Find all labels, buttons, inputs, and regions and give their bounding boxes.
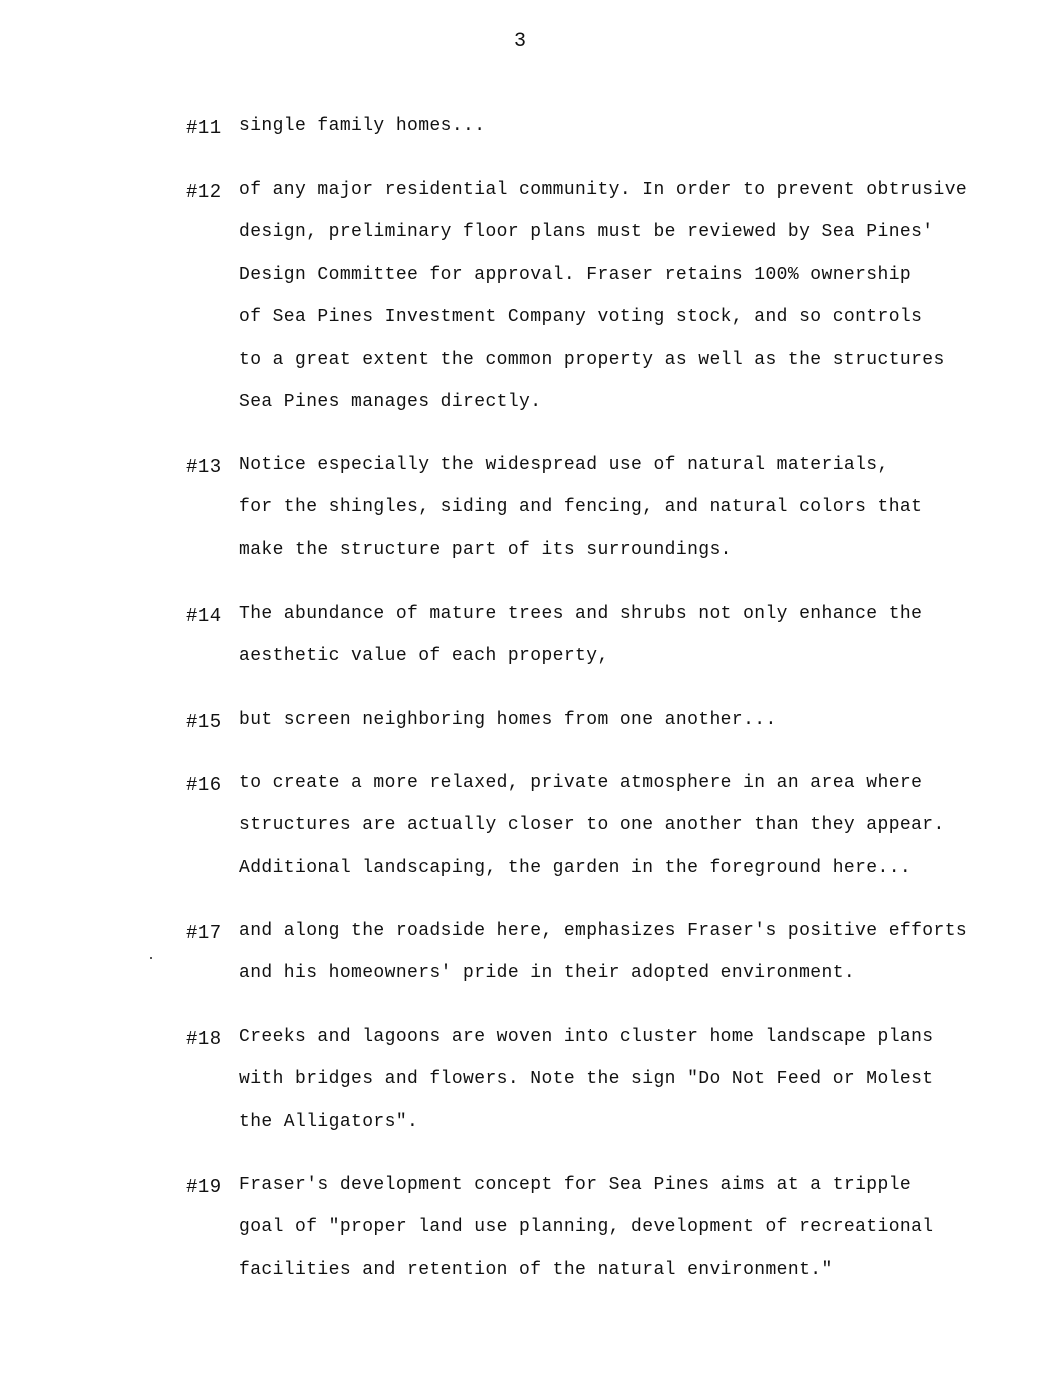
text-line: aesthetic value of each property, (239, 646, 609, 667)
text-line: of Sea Pines Investment Company voting stock, and so controls (239, 307, 923, 328)
entry-text (239, 762, 1019, 889)
text-line: structures are actually closer to one another than they appear. (239, 815, 945, 836)
text-line: Design Committee for approval. Fraser retains 100% ownership (239, 264, 912, 285)
entry-number: #16 (186, 774, 222, 796)
entry-number: #17 (186, 922, 222, 944)
entry-text (239, 169, 1019, 423)
entry-text (239, 444, 1019, 571)
text-line: and along the roadside here, emphasizes Fraser's positive efforts (239, 921, 968, 941)
text-line: the Alligators". (239, 1111, 419, 1132)
text-line: Additional landscaping, the garden in the foreground here... (239, 857, 912, 878)
entry-text (239, 593, 1019, 678)
text-line: for the shingles, siding and fencing, and natural colors that (239, 497, 923, 518)
entry-text (239, 1016, 1019, 1143)
text-line: single family homes... (239, 116, 486, 136)
text-line: to create a more relaxed, private atmosphere in an area where (239, 773, 923, 793)
text-line: The abundance of mature trees and shrubs not only enhance the (239, 604, 923, 624)
text-line: but screen neighboring homes from one another... (239, 710, 777, 730)
entry-number: #14 (186, 605, 222, 627)
page-number: 3 (513, 30, 526, 53)
text-line: to a great extent the common property as well as the structures (239, 349, 945, 370)
entry-text (239, 699, 1019, 741)
entry-number: #12 (186, 181, 222, 203)
entry-text (239, 105, 1019, 147)
text-line: Creeks and lagoons are woven into cluster home landscape plans (239, 1027, 934, 1047)
text-line: facilities and retention of the natural environment." (239, 1259, 833, 1280)
text-line: goal of "proper land use planning, development of recreational (239, 1217, 934, 1238)
entry-number: #19 (186, 1176, 222, 1198)
entry-text (239, 1164, 1019, 1291)
text-line: of any major residential community. In order to prevent obtrusive (239, 180, 968, 200)
text-line: and his homeowners' pride in their adopted environment. (239, 963, 856, 984)
text-line: design, preliminary floor plans must be reviewed by Sea Pines' (239, 222, 934, 243)
entry-text (239, 910, 1019, 995)
text-line: with bridges and flowers. Note the sign "Do Not Feed or Molest (239, 1069, 934, 1090)
entry-number: #15 (186, 711, 222, 733)
text-line: Fraser's development concept for Sea Pines aims at a tripple (239, 1175, 912, 1195)
text-line: Sea Pines manages directly. (239, 392, 542, 413)
entry-number: #13 (186, 456, 222, 478)
entry-number: #18 (186, 1028, 222, 1050)
text-line: make the structure part of its surroundings. (239, 539, 732, 560)
entry-number: #11 (186, 117, 222, 139)
stray-mark (150, 957, 152, 959)
text-line: Notice especially the widespread use of natural materials, (239, 455, 889, 475)
